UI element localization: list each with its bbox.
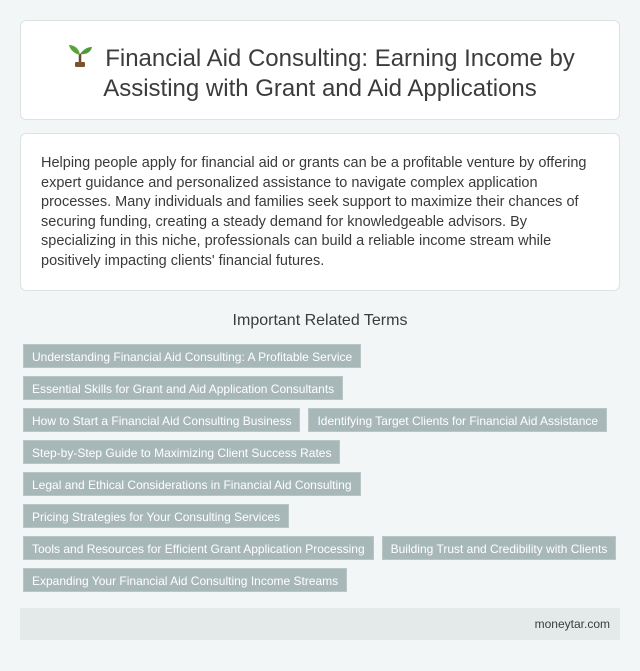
tag-link[interactable]: Understanding Financial Aid Consulting: A Profitable Service (23, 344, 361, 368)
footer (20, 608, 620, 640)
tag-row (23, 440, 623, 464)
page-title (21, 42, 619, 104)
tag-row (23, 568, 623, 592)
tag-row (23, 504, 623, 528)
tag-link[interactable]: How to Start a Financial Aid Consulting Business (23, 408, 300, 432)
tag-link[interactable]: Tools and Resources for Efficient Grant Application Processing (23, 536, 374, 560)
tag-link[interactable]: Legal and Ethical Considerations in Financial Aid Consulting (23, 472, 361, 496)
tag-row (23, 344, 623, 368)
tag-row (23, 408, 623, 432)
tag-row (23, 472, 623, 496)
related-terms-heading: Important Related Terms (232, 312, 408, 329)
tag-link[interactable]: Step-by-Step Guide to Maximizing Client Success Rates (23, 440, 340, 464)
tag-link[interactable]: Essential Skills for Grant and Aid Application Consultants (23, 376, 343, 400)
intro-paragraph: Helping people apply for financial aid or grants can be a profitable venture by offering expert guidance and personalized assistance to navigate complex application processes. Many individuals and families seek support to maximize their chances of securing funding, creating a steady demand for knowledgeable advisors. By specializing in this niche, professionals can build a reliable income stream while positively impacting clients' financial futures. (41, 155, 587, 269)
tag-row (23, 536, 623, 560)
site-link[interactable]: moneytar.com (534, 617, 610, 631)
seedling-icon (65, 42, 95, 68)
tag-link[interactable]: Building Trust and Credibility with Clients (382, 536, 617, 560)
tag-link[interactable]: Identifying Target Clients for Financial Aid Assistance (308, 408, 607, 432)
tag-link[interactable]: Pricing Strategies for Your Consulting Services (23, 504, 289, 528)
intro-card (20, 133, 620, 291)
tag-row (23, 376, 623, 400)
tag-link[interactable]: Expanding Your Financial Aid Consulting Income Streams (23, 568, 347, 592)
page-title-text: Financial Aid Consulting: Earning Income by Assisting with Grant and Aid Applications (103, 45, 575, 102)
related-terms-list (23, 344, 623, 600)
title-card (20, 20, 620, 120)
